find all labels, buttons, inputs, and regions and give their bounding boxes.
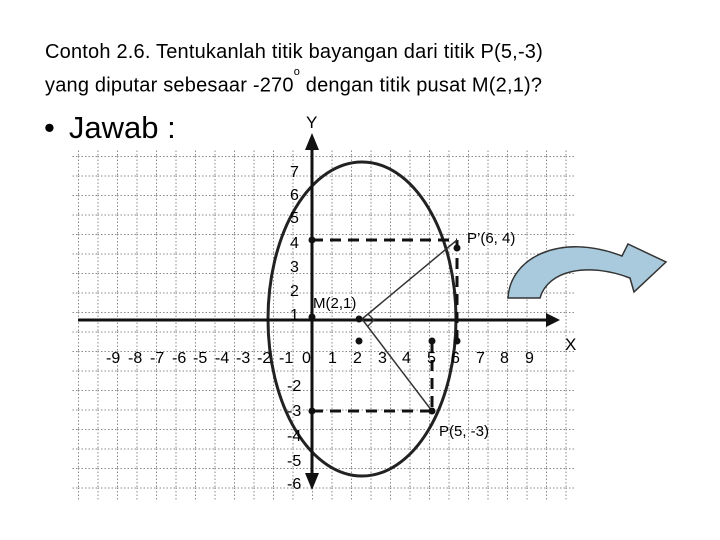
x-tick-9: 9 xyxy=(525,350,534,367)
y-tick-1: 1 xyxy=(290,307,299,324)
point-m xyxy=(356,316,363,323)
y-tick-neg-4: -4 xyxy=(287,428,302,445)
x-tick-5: 5 xyxy=(427,350,436,367)
x-tick-neg-6: -6 xyxy=(172,350,187,367)
x-tick-neg-3: -3 xyxy=(236,350,251,367)
x-tick-3: 3 xyxy=(378,350,387,367)
x-tick-neg-4: -4 xyxy=(215,350,230,367)
question-line-1: Contoh 2.6. Tentukanlah titik bayangan dari titik P(5,-3) xyxy=(45,41,543,63)
marker-x-axis-2 xyxy=(356,338,363,345)
y-tick-neg-6: -6 xyxy=(287,476,302,493)
x-tick-neg-1: -1 xyxy=(279,350,294,367)
y-tick-neg-5: -5 xyxy=(287,453,302,470)
x-tick-neg-2: -2 xyxy=(257,350,272,367)
x-tick-6: 6 xyxy=(451,350,460,367)
y-tick-neg-2: -2 xyxy=(287,378,302,395)
y-axis-label: Y xyxy=(306,113,318,132)
bullet-icon: • xyxy=(44,110,55,145)
x-tick-8: 8 xyxy=(500,350,509,367)
degree-superscript: o xyxy=(293,66,301,78)
marker-y-axis-4 xyxy=(309,237,316,244)
grid-background xyxy=(72,150,577,500)
y-tick-6: 6 xyxy=(290,187,299,204)
label-m: M(2,1) xyxy=(313,295,357,312)
answer-label: Jawab : xyxy=(68,110,176,145)
x-tick-2: 2 xyxy=(353,350,362,367)
label-p: P(5, -3) xyxy=(439,423,490,440)
y-tick-3: 3 xyxy=(290,259,299,276)
marker-x-axis-6 xyxy=(454,338,461,345)
y-tick-neg-3: -3 xyxy=(287,403,302,420)
point-p-image xyxy=(454,245,461,252)
y-tick-4: 4 xyxy=(290,235,299,252)
question-line-2-end: dengan titik pusat M(2,1)? xyxy=(300,74,543,97)
marker-y-axis-neg-3 xyxy=(309,408,316,415)
x-axis-label: X xyxy=(565,335,577,354)
marker-x-axis-5 xyxy=(429,338,436,345)
x-tick-0: 0 xyxy=(302,350,311,367)
marker-y-axis-1 xyxy=(309,314,316,321)
y-tick-7: 7 xyxy=(290,164,299,181)
x-tick-1: 1 xyxy=(328,350,337,367)
x-tick-4: 4 xyxy=(402,350,411,367)
y-tick-5: 5 xyxy=(290,210,299,227)
x-tick-neg-7: -7 xyxy=(150,350,165,367)
x-tick-neg-5: -5 xyxy=(193,350,208,367)
x-tick-neg-9: -9 xyxy=(106,350,121,367)
x-tick-7: 7 xyxy=(476,350,485,367)
y-tick-2: 2 xyxy=(290,283,299,300)
x-tick-neg-8: -8 xyxy=(128,350,143,367)
question-line-2-start: yang diputar sebesaar -270 xyxy=(45,74,294,97)
y-axis-arrow-up xyxy=(305,133,319,150)
point-p xyxy=(429,408,436,415)
label-p-image: P’(6, 4) xyxy=(467,230,516,247)
